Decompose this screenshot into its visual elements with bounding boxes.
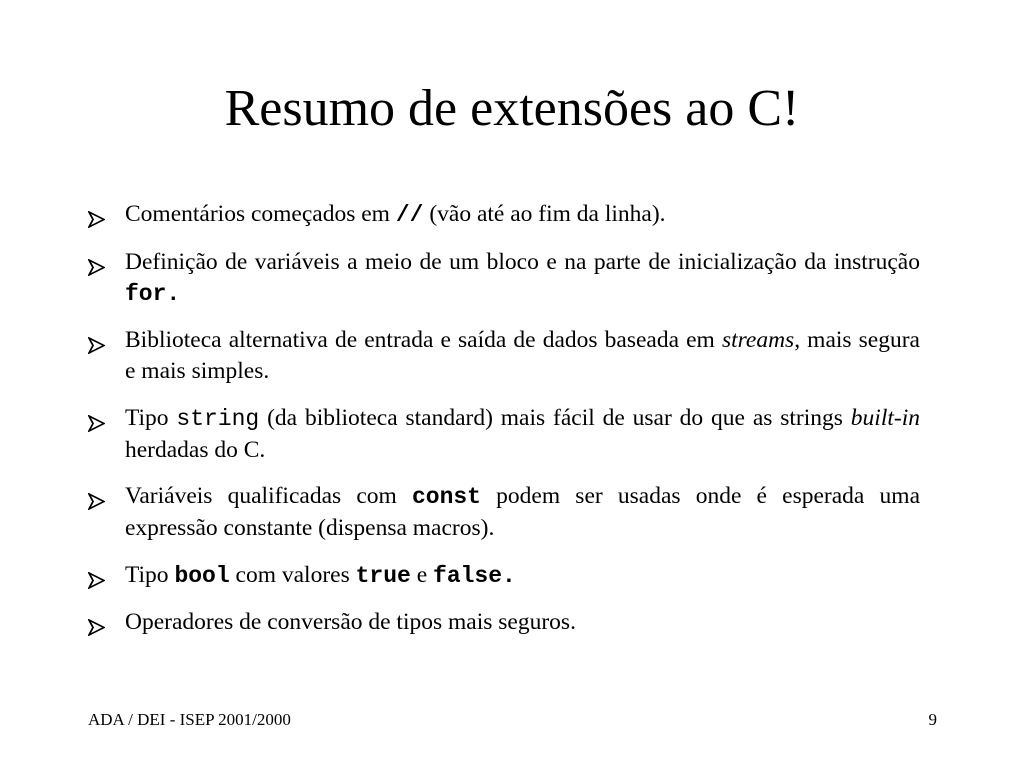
arrowhead-bullet-icon	[88, 488, 105, 505]
bullet-item	[88, 247, 920, 310]
bullet-text: Variáveis qualificadas com	[125, 483, 412, 509]
arrowhead-bullet-icon	[88, 332, 105, 349]
italic-term: built-in	[850, 404, 920, 431]
code-keyword: false.	[433, 562, 516, 589]
bullet-text: e	[410, 561, 434, 588]
slide-title: Resumo de extensões ao C!	[224, 80, 800, 137]
bullet-text: com valores	[229, 561, 356, 588]
footer-text: ADA / DEI - ISEP 2001/2000	[88, 710, 291, 729]
bullet-item	[88, 607, 920, 638]
bullet-text: podem ser usadas onde é esperada uma expressão constante (dispensa macros).	[125, 483, 920, 541]
bullet-text: (vão até ao fim da linha).	[423, 201, 666, 227]
bullet-text: Biblioteca alternativa de entrada e saída de dados baseada em	[125, 327, 722, 353]
bullet-item	[88, 403, 920, 466]
bullet-text: Tipo	[125, 404, 177, 431]
bullet-text: Definição de variáveis a meio de um bloco e na parte de inicialização da instrução	[125, 248, 920, 275]
code-keyword: true	[355, 562, 411, 589]
bullet-list	[88, 199, 920, 654]
code-keyword: bool	[174, 562, 230, 589]
bullet-item	[88, 481, 920, 544]
code-keyword: //	[395, 202, 424, 228]
italic-term: streams	[721, 327, 795, 353]
arrowhead-bullet-icon	[88, 206, 105, 223]
bullet-text: , mais segura e mais simples.	[125, 327, 920, 384]
bullet-item	[88, 199, 920, 231]
bullet-text: Operadores de conversão de tipos mais seguros.	[125, 609, 576, 635]
bullet-text: Tipo	[125, 561, 175, 588]
bullet-text: (da biblioteca standard) mais fácil de usar do que as strings	[259, 404, 851, 431]
bullet-text: Comentários começados em	[125, 201, 396, 227]
bullet-item	[88, 325, 920, 387]
arrowhead-bullet-icon	[88, 254, 105, 271]
bullet-item	[88, 560, 920, 592]
arrowhead-bullet-icon	[88, 614, 105, 631]
bullet-text: herdadas do C.	[125, 436, 266, 463]
code-keyword: for.	[125, 280, 181, 307]
code-keyword: string	[176, 405, 260, 432]
code-keyword: const	[411, 484, 481, 510]
page-number: 9	[928, 710, 937, 729]
arrowhead-bullet-icon	[88, 567, 105, 584]
arrowhead-bullet-icon	[88, 410, 105, 427]
